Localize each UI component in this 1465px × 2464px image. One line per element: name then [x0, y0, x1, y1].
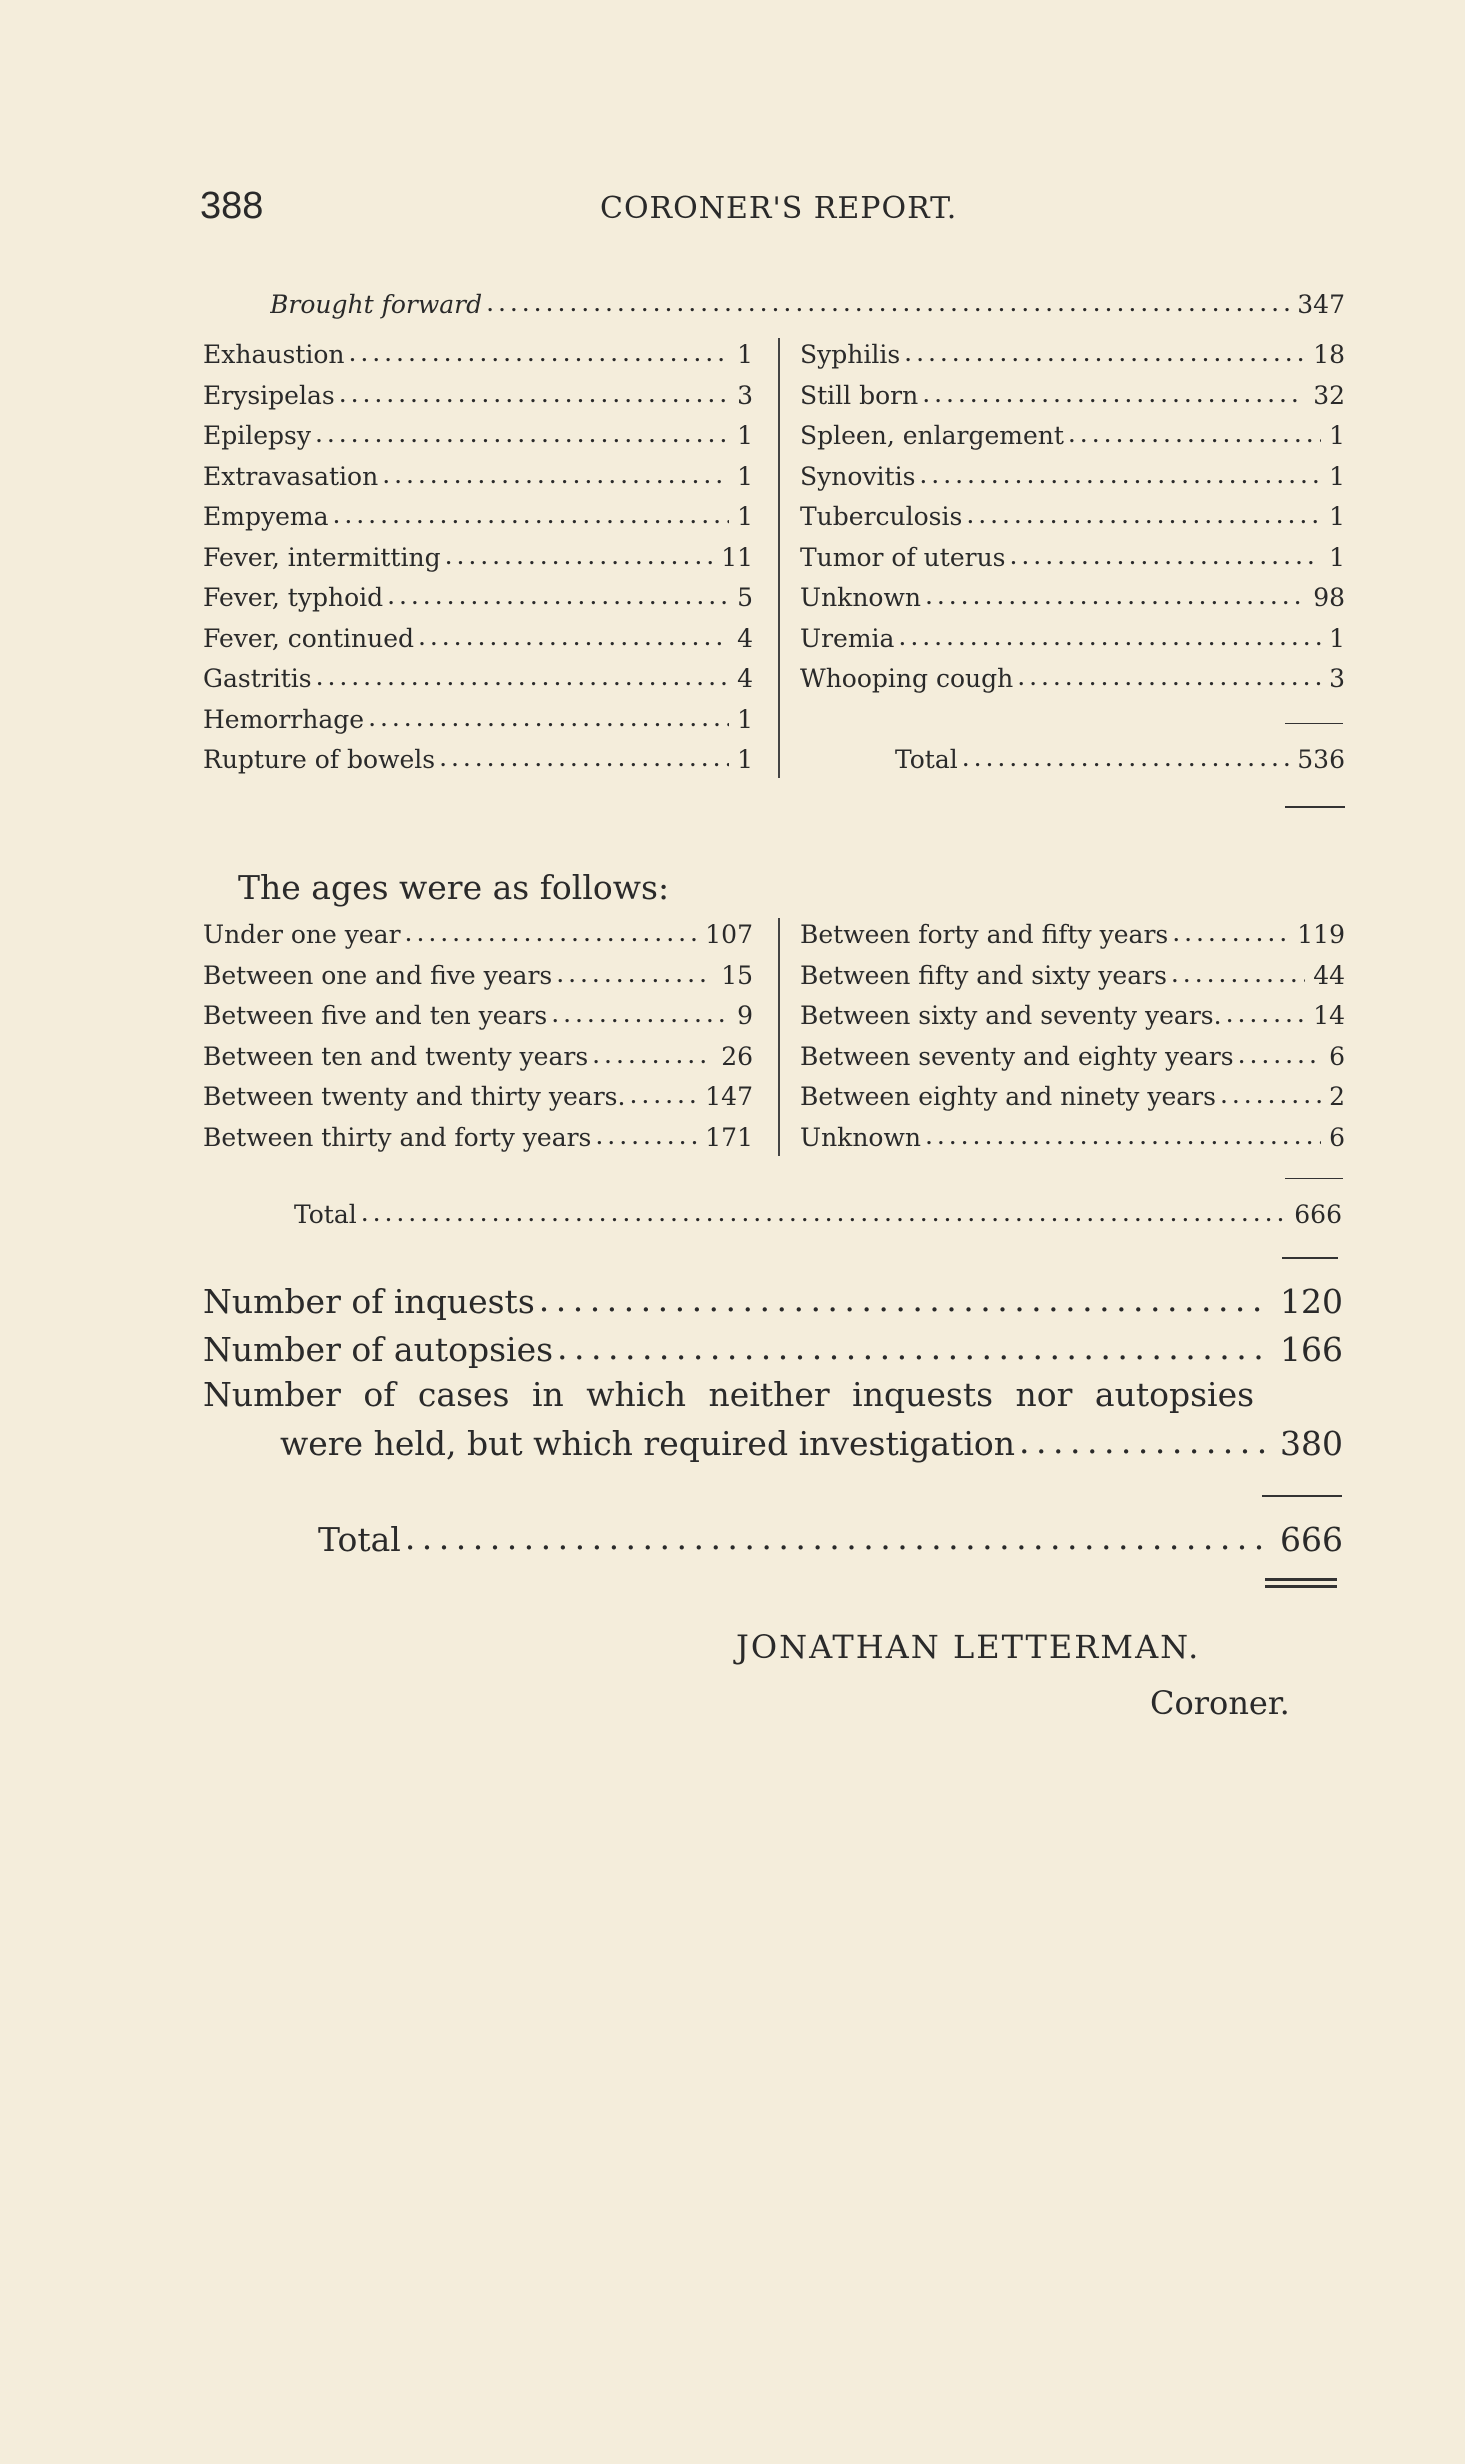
brought-forward-label: Brought forward — [270, 290, 483, 319]
cause-value: 1 — [1329, 502, 1345, 531]
leader-dots — [900, 338, 1305, 363]
leader-dots — [344, 338, 729, 363]
age-row — [203, 1080, 753, 1121]
age-label: Under one year — [203, 920, 401, 949]
leader-dots — [1222, 999, 1306, 1024]
cause-row — [203, 581, 753, 622]
leader-dots — [364, 703, 729, 728]
cause-row — [203, 541, 753, 582]
cause-value: 1 — [737, 704, 753, 734]
cause-label: Epilepsy — [203, 421, 311, 450]
age-value: 119 — [1297, 920, 1345, 949]
leader-dots — [1006, 541, 1322, 566]
cause-value: 18 — [1313, 340, 1345, 369]
age-label: Between five and ten years — [203, 1001, 548, 1030]
leader-dots — [535, 1280, 1272, 1313]
age-value: 107 — [705, 920, 753, 949]
cause-label: Syphilis — [800, 340, 901, 369]
age-value: 2 — [1329, 1082, 1345, 1111]
inquests-total-label: Total — [318, 1520, 401, 1559]
neither-label: were held, but which required investigation — [280, 1424, 1016, 1463]
inquests-total-row — [318, 1518, 1343, 1559]
leader-dots — [378, 460, 729, 485]
age-row — [203, 1040, 753, 1081]
cause-row — [203, 419, 753, 460]
cause-label: Hemorrhage — [203, 704, 365, 734]
cause-row — [800, 541, 1345, 582]
signature-name: JONATHAN LETTERMAN. — [736, 1628, 1201, 1666]
age-value: 147 — [705, 1082, 753, 1111]
sum-rule — [1285, 1178, 1343, 1179]
age-row — [203, 959, 753, 1000]
cause-label: Still born — [800, 380, 919, 410]
leader-dots — [591, 1121, 697, 1146]
cause-label: Whooping cough — [800, 664, 1014, 693]
age-label: Unknown — [800, 1122, 921, 1152]
cause-row — [800, 622, 1345, 663]
leader-dots — [958, 743, 1290, 768]
page-header — [200, 185, 1280, 235]
cause-row — [800, 500, 1345, 541]
cause-label: Exhaustion — [203, 340, 345, 369]
age-label: Between twenty and thirty years. — [203, 1082, 626, 1111]
leader-dots — [1168, 918, 1289, 943]
age-value: 9 — [737, 1001, 753, 1030]
leader-dots — [547, 999, 729, 1024]
leader-dots — [1216, 1080, 1321, 1105]
cause-value: 4 — [737, 623, 753, 653]
age-value: 171 — [705, 1122, 753, 1152]
leader-dots — [1234, 1040, 1322, 1065]
cause-row — [203, 703, 753, 744]
cause-label: Unknown — [800, 583, 921, 612]
column-divider — [778, 918, 780, 1156]
age-label: Between sixty and seventy years. — [800, 1001, 1222, 1030]
neither-value: 380 — [1280, 1424, 1343, 1463]
ages-total-row — [294, 1198, 1342, 1229]
inquests-row — [203, 1280, 1343, 1321]
age-value: 15 — [721, 960, 753, 990]
column-divider — [778, 338, 780, 778]
ages-total-value: 666 — [1294, 1200, 1342, 1229]
cause-value: 3 — [737, 380, 753, 410]
cause-label: Synovitis — [800, 461, 916, 491]
cause-value: 1 — [737, 340, 753, 369]
leader-dots — [414, 622, 729, 647]
cause-label: Fever, continued — [203, 623, 414, 653]
leader-dots — [962, 500, 1321, 525]
age-row — [800, 918, 1345, 959]
cause-label: Fever, typhoid — [203, 583, 384, 612]
cause-row — [800, 379, 1345, 420]
inquests-total-value: 666 — [1280, 1520, 1343, 1559]
ages-title: The ages were as follows: — [238, 868, 670, 907]
leader-dots — [383, 581, 729, 606]
leader-dots — [1013, 662, 1321, 687]
leader-dots — [482, 288, 1289, 313]
cause-label: Fever, intermitting — [203, 542, 441, 572]
page-number: 388 — [200, 185, 264, 227]
age-row — [800, 1040, 1345, 1081]
cause-value: 1 — [1329, 421, 1345, 450]
cause-label: Empyema — [203, 502, 329, 531]
double-rule-bottom — [1265, 1585, 1337, 1588]
cause-value: 3 — [1329, 664, 1345, 693]
cause-row — [203, 622, 753, 663]
age-label: Between forty and fifty years — [800, 920, 1169, 949]
cause-value: 4 — [737, 664, 753, 693]
cause-value: 5 — [737, 583, 753, 612]
age-row — [203, 1121, 753, 1162]
cause-row — [203, 500, 753, 541]
cause-label: Tumor of uterus — [800, 542, 1006, 572]
cause-row — [800, 662, 1345, 703]
age-label: Between fifty and sixty years — [800, 960, 1167, 990]
age-row — [800, 999, 1345, 1040]
age-row — [800, 959, 1345, 1000]
leader-dots — [894, 622, 1321, 647]
leader-dots — [915, 460, 1321, 485]
leader-dots — [435, 743, 729, 768]
causes-left-column — [203, 338, 753, 784]
leader-dots — [335, 379, 729, 404]
leader-dots — [311, 419, 729, 444]
leader-dots — [588, 1040, 713, 1065]
age-value: 6 — [1329, 1122, 1345, 1152]
neither-line-1: Number of cases in which neither inquests nor autopsies — [203, 1375, 1255, 1414]
cause-value: 32 — [1313, 380, 1345, 410]
ages-right-column — [800, 918, 1345, 1161]
cause-label: Erysipelas — [203, 380, 335, 410]
age-value: 44 — [1313, 960, 1345, 990]
age-label: Between eighty and ninety years — [800, 1082, 1216, 1111]
causes-right-column — [800, 338, 1345, 784]
age-row — [800, 1121, 1345, 1162]
age-value: 6 — [1329, 1041, 1345, 1071]
section-rule — [1282, 1257, 1338, 1259]
cause-row — [800, 460, 1345, 501]
leader-dots — [1015, 1422, 1272, 1455]
age-label: Between seventy and eighty years — [800, 1041, 1234, 1071]
leader-dots — [918, 379, 1305, 404]
age-label: Between thirty and forty years — [203, 1122, 592, 1152]
cause-row — [800, 338, 1345, 379]
leader-dots — [553, 1328, 1272, 1361]
cause-row — [203, 460, 753, 501]
leader-dots — [401, 1518, 1272, 1551]
age-value: 26 — [721, 1041, 753, 1071]
cause-row — [800, 581, 1345, 622]
inquests-label: Number of inquests — [203, 1282, 535, 1321]
age-row — [203, 918, 753, 959]
sum-rule — [1262, 1495, 1342, 1497]
cause-label: Extravasation — [203, 461, 379, 491]
leader-dots — [1167, 959, 1305, 984]
cause-value: 1 — [1329, 542, 1345, 572]
cause-value: 1 — [737, 745, 753, 774]
cause-row — [203, 379, 753, 420]
cause-label: Spleen, enlargement — [800, 421, 1064, 450]
neither-row — [280, 1422, 1343, 1463]
cause-label: Rupture of bowels — [203, 745, 436, 774]
causes-total-value: 536 — [1297, 745, 1345, 774]
causes-total-label: Total — [895, 745, 958, 774]
running-title: CORONER'S REPORT. — [600, 191, 958, 226]
leader-dots — [921, 581, 1305, 606]
inquests-value: 120 — [1280, 1282, 1343, 1321]
cause-value: 1 — [737, 461, 753, 491]
leader-dots — [357, 1198, 1287, 1223]
causes-total-row — [800, 743, 1345, 784]
cause-value: 1 — [737, 502, 753, 531]
age-label: Between ten and twenty years — [203, 1041, 589, 1071]
age-row — [203, 999, 753, 1040]
double-rule-top — [1265, 1578, 1337, 1581]
autopsies-label: Number of autopsies — [203, 1330, 554, 1369]
cause-value: 1 — [737, 421, 753, 450]
leader-dots — [921, 1121, 1321, 1146]
cause-row — [800, 419, 1345, 460]
sum-rule — [1285, 723, 1343, 724]
autopsies-row — [203, 1328, 1343, 1369]
leader-dots — [625, 1080, 697, 1105]
leader-dots — [312, 662, 730, 687]
leader-dots — [329, 500, 730, 525]
age-value: 14 — [1313, 1001, 1345, 1030]
cause-row — [203, 338, 753, 379]
age-label: Between one and five years — [203, 960, 553, 990]
ages-left-column — [203, 918, 753, 1161]
brought-forward-value: 347 — [1297, 290, 1345, 319]
cause-row — [203, 662, 753, 703]
signature-title: Coroner. — [1150, 1684, 1290, 1722]
sum-rule-row — [800, 703, 1345, 744]
cause-label: Gastritis — [203, 664, 312, 693]
leader-dots — [441, 541, 714, 566]
brought-forward-row — [270, 288, 1345, 319]
cause-value: 11 — [721, 542, 753, 572]
cause-label: Uremia — [800, 623, 895, 653]
leader-dots — [552, 959, 713, 984]
cause-value: 1 — [1329, 461, 1345, 491]
age-row — [800, 1080, 1345, 1121]
autopsies-value: 166 — [1280, 1330, 1343, 1369]
leader-dots — [1064, 419, 1321, 444]
ages-total-label: Total — [294, 1200, 357, 1229]
cause-value: 1 — [1329, 623, 1345, 653]
leader-dots — [401, 918, 698, 943]
cause-label: Tuberculosis — [800, 502, 963, 531]
section-rule — [1285, 806, 1345, 808]
cause-row — [203, 743, 753, 784]
cause-value: 98 — [1313, 583, 1345, 612]
